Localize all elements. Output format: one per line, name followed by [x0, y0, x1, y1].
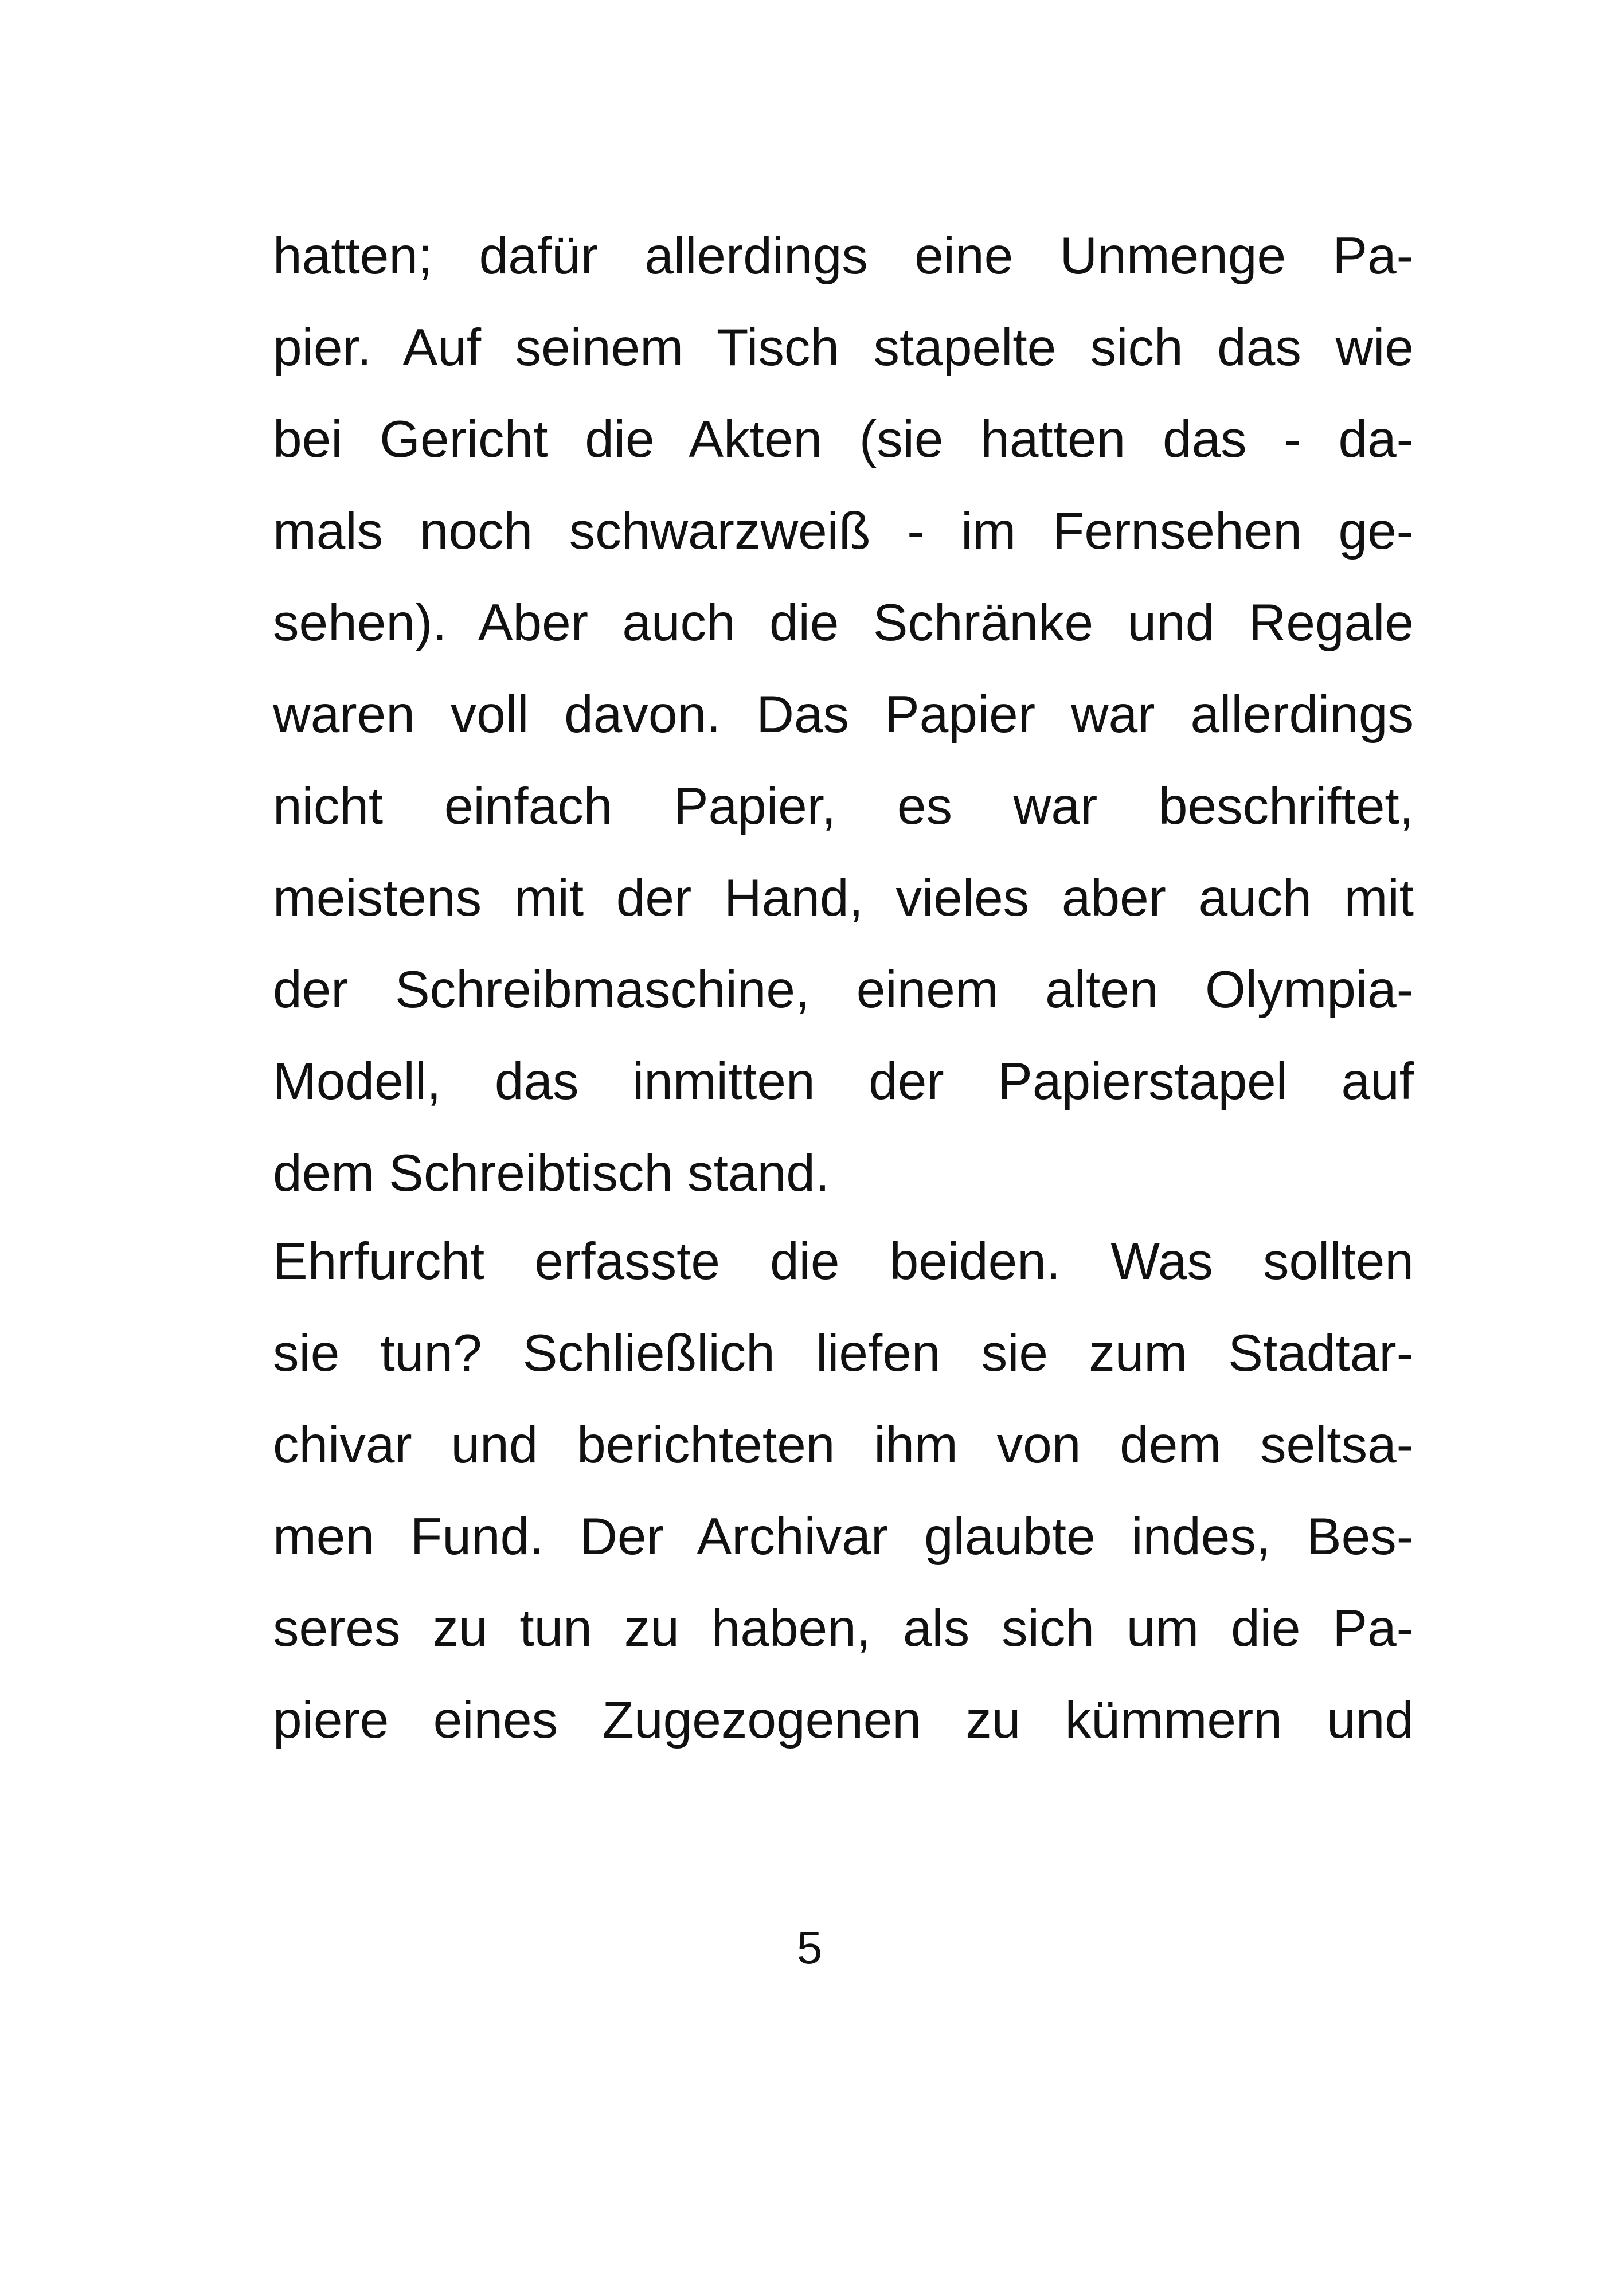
text-line: waren voll davon. Das Papier war allerdings: [273, 686, 1414, 744]
text-line: sie tun? Schließlich liefen sie zum Stadtar-: [273, 1324, 1414, 1382]
page-number: 5: [796, 1922, 823, 1973]
text-line: Ehrfurcht erfasste die beiden. Was sollten: [273, 1233, 1414, 1290]
text-line: nicht einfach Papier, es war beschriftet,: [273, 777, 1414, 835]
text-line: der Schreibmaschine, einem alten Olympia-: [273, 961, 1414, 1019]
paragraph-1: [273, 210, 1414, 1219]
text-line: piere eines Zugezogenen zu kümmern und: [273, 1691, 1414, 1749]
paragraph-2: [273, 1216, 1414, 1766]
text-line: seres zu tun zu haben, als sich um die Pa-: [273, 1599, 1414, 1657]
text-line: hatten; dafür allerdings eine Unmenge Pa-: [273, 227, 1414, 285]
text-line: meistens mit der Hand, vieles aber auch mit: [273, 869, 1414, 927]
text-line: men Fund. Der Archivar glaubte indes, Bes-: [273, 1508, 1414, 1566]
text-line: dem Schreibtisch stand.: [273, 1144, 830, 1202]
text-line: mals noch schwarzweiß - im Fernsehen ge-: [273, 502, 1414, 560]
text-line: sehen). Aber auch die Schränke und Regale: [273, 594, 1414, 652]
text-line: bei Gericht die Akten (sie hatten das - da-: [273, 410, 1414, 468]
text-line: chivar und berichteten ihm von dem seltsa-: [273, 1416, 1414, 1474]
text-line: Modell, das inmitten der Papierstapel auf: [273, 1053, 1414, 1110]
text-line: pier. Auf seinem Tisch stapelte sich das wie: [273, 319, 1414, 377]
